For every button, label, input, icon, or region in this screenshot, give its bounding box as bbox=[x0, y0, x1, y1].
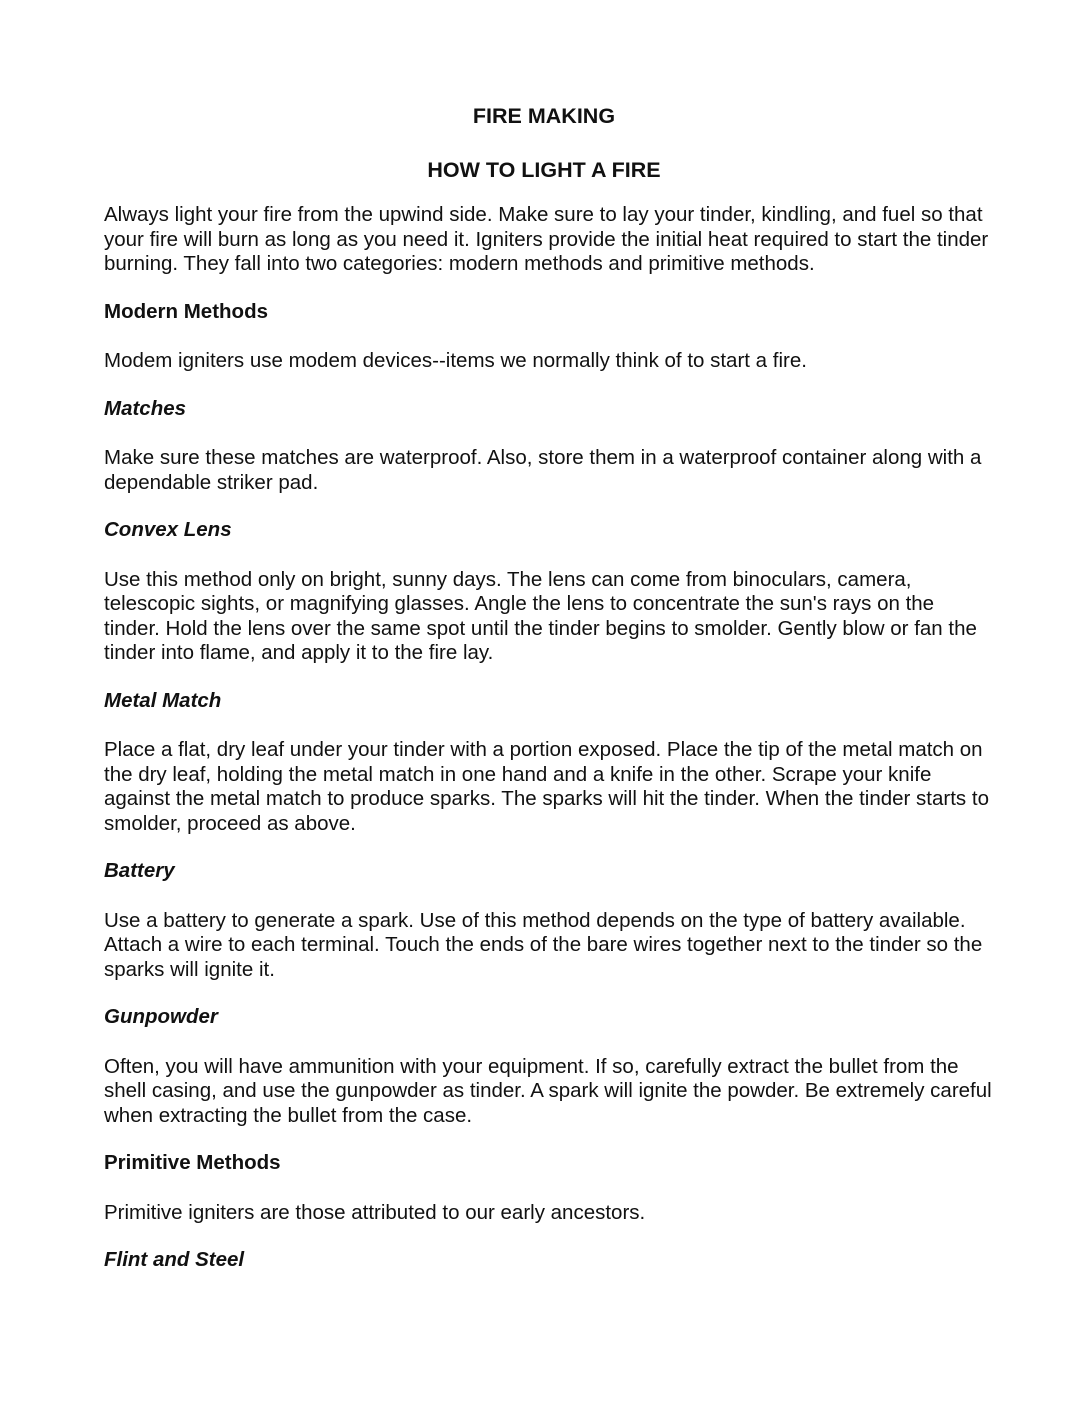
subsection-heading-convex-lens: Convex Lens bbox=[104, 518, 232, 541]
metal-match-paragraph: Place a flat, dry leaf under your tinder with a portion exposed. Place the tip of the metal match on the dry leaf, holding the metal match in one hand and a knife in the other. Scrape your knife against the metal match to produce sparks. The sparks will hit the tinder. When the tinder starts to smolder, proceed as above. bbox=[104, 738, 989, 835]
subsection-heading-gunpowder: Gunpowder bbox=[104, 1005, 218, 1028]
convex-lens-paragraph: Use this method only on bright, sunny days. The lens can come from binoculars, camera, telescopic sights, or magnifying glasses. Angle the lens to concentrate the sun's rays on the tinder. Hold the lens over the same spot until the tinder begins to smolder. Gently blow or fan the tinder into flame, and apply it to the fire lay. bbox=[104, 567, 977, 664]
document-subtitle: HOW TO LIGHT A FIRE bbox=[427, 158, 661, 182]
battery-paragraph: Use a battery to generate a spark. Use of this method depends on the type of battery available. Attach a wire to each terminal. Touch the ends of the bare wires together next to the tinder so the sparks will ignite it. bbox=[104, 908, 983, 981]
gunpowder-paragraph: Often, you will have ammunition with your equipment. If so, carefully extract the bullet from the shell casing, and use the gunpowder as tinder. A spark will ignite the powder. Be extremely careful when extracting the bullet from the case. bbox=[104, 1054, 992, 1127]
subsection-heading-flint-and-steel: Flint and Steel bbox=[104, 1248, 245, 1271]
section-heading-modern-methods: Modern Methods bbox=[104, 299, 268, 323]
modern-methods-paragraph: Modem igniters use modem devices--items we normally think of to start a fire. bbox=[104, 349, 807, 372]
document-title: FIRE MAKING bbox=[472, 104, 616, 128]
document-body bbox=[104, 203, 994, 1298]
subsection-heading-battery: Battery bbox=[104, 859, 175, 882]
matches-paragraph: Make sure these matches are waterproof. Also, store them in a waterproof container along with a dependable striker pad. bbox=[104, 446, 982, 494]
section-heading-primitive-methods: Primitive Methods bbox=[104, 1151, 281, 1174]
subsection-heading-matches: Matches bbox=[104, 396, 187, 420]
intro-paragraph: Always light your fire from the upwind side. Make sure to lay your tinder, kindling, and fuel so that your fire will burn as long as you need it. Igniters provide the initial heat required to start the tinder burning. They fall into two categories: modern methods and primitive methods. bbox=[104, 203, 989, 275]
primitive-methods-paragraph: Primitive igniters are those attributed to our early ancestors. bbox=[104, 1200, 646, 1224]
subsection-heading-metal-match: Metal Match bbox=[104, 688, 222, 712]
